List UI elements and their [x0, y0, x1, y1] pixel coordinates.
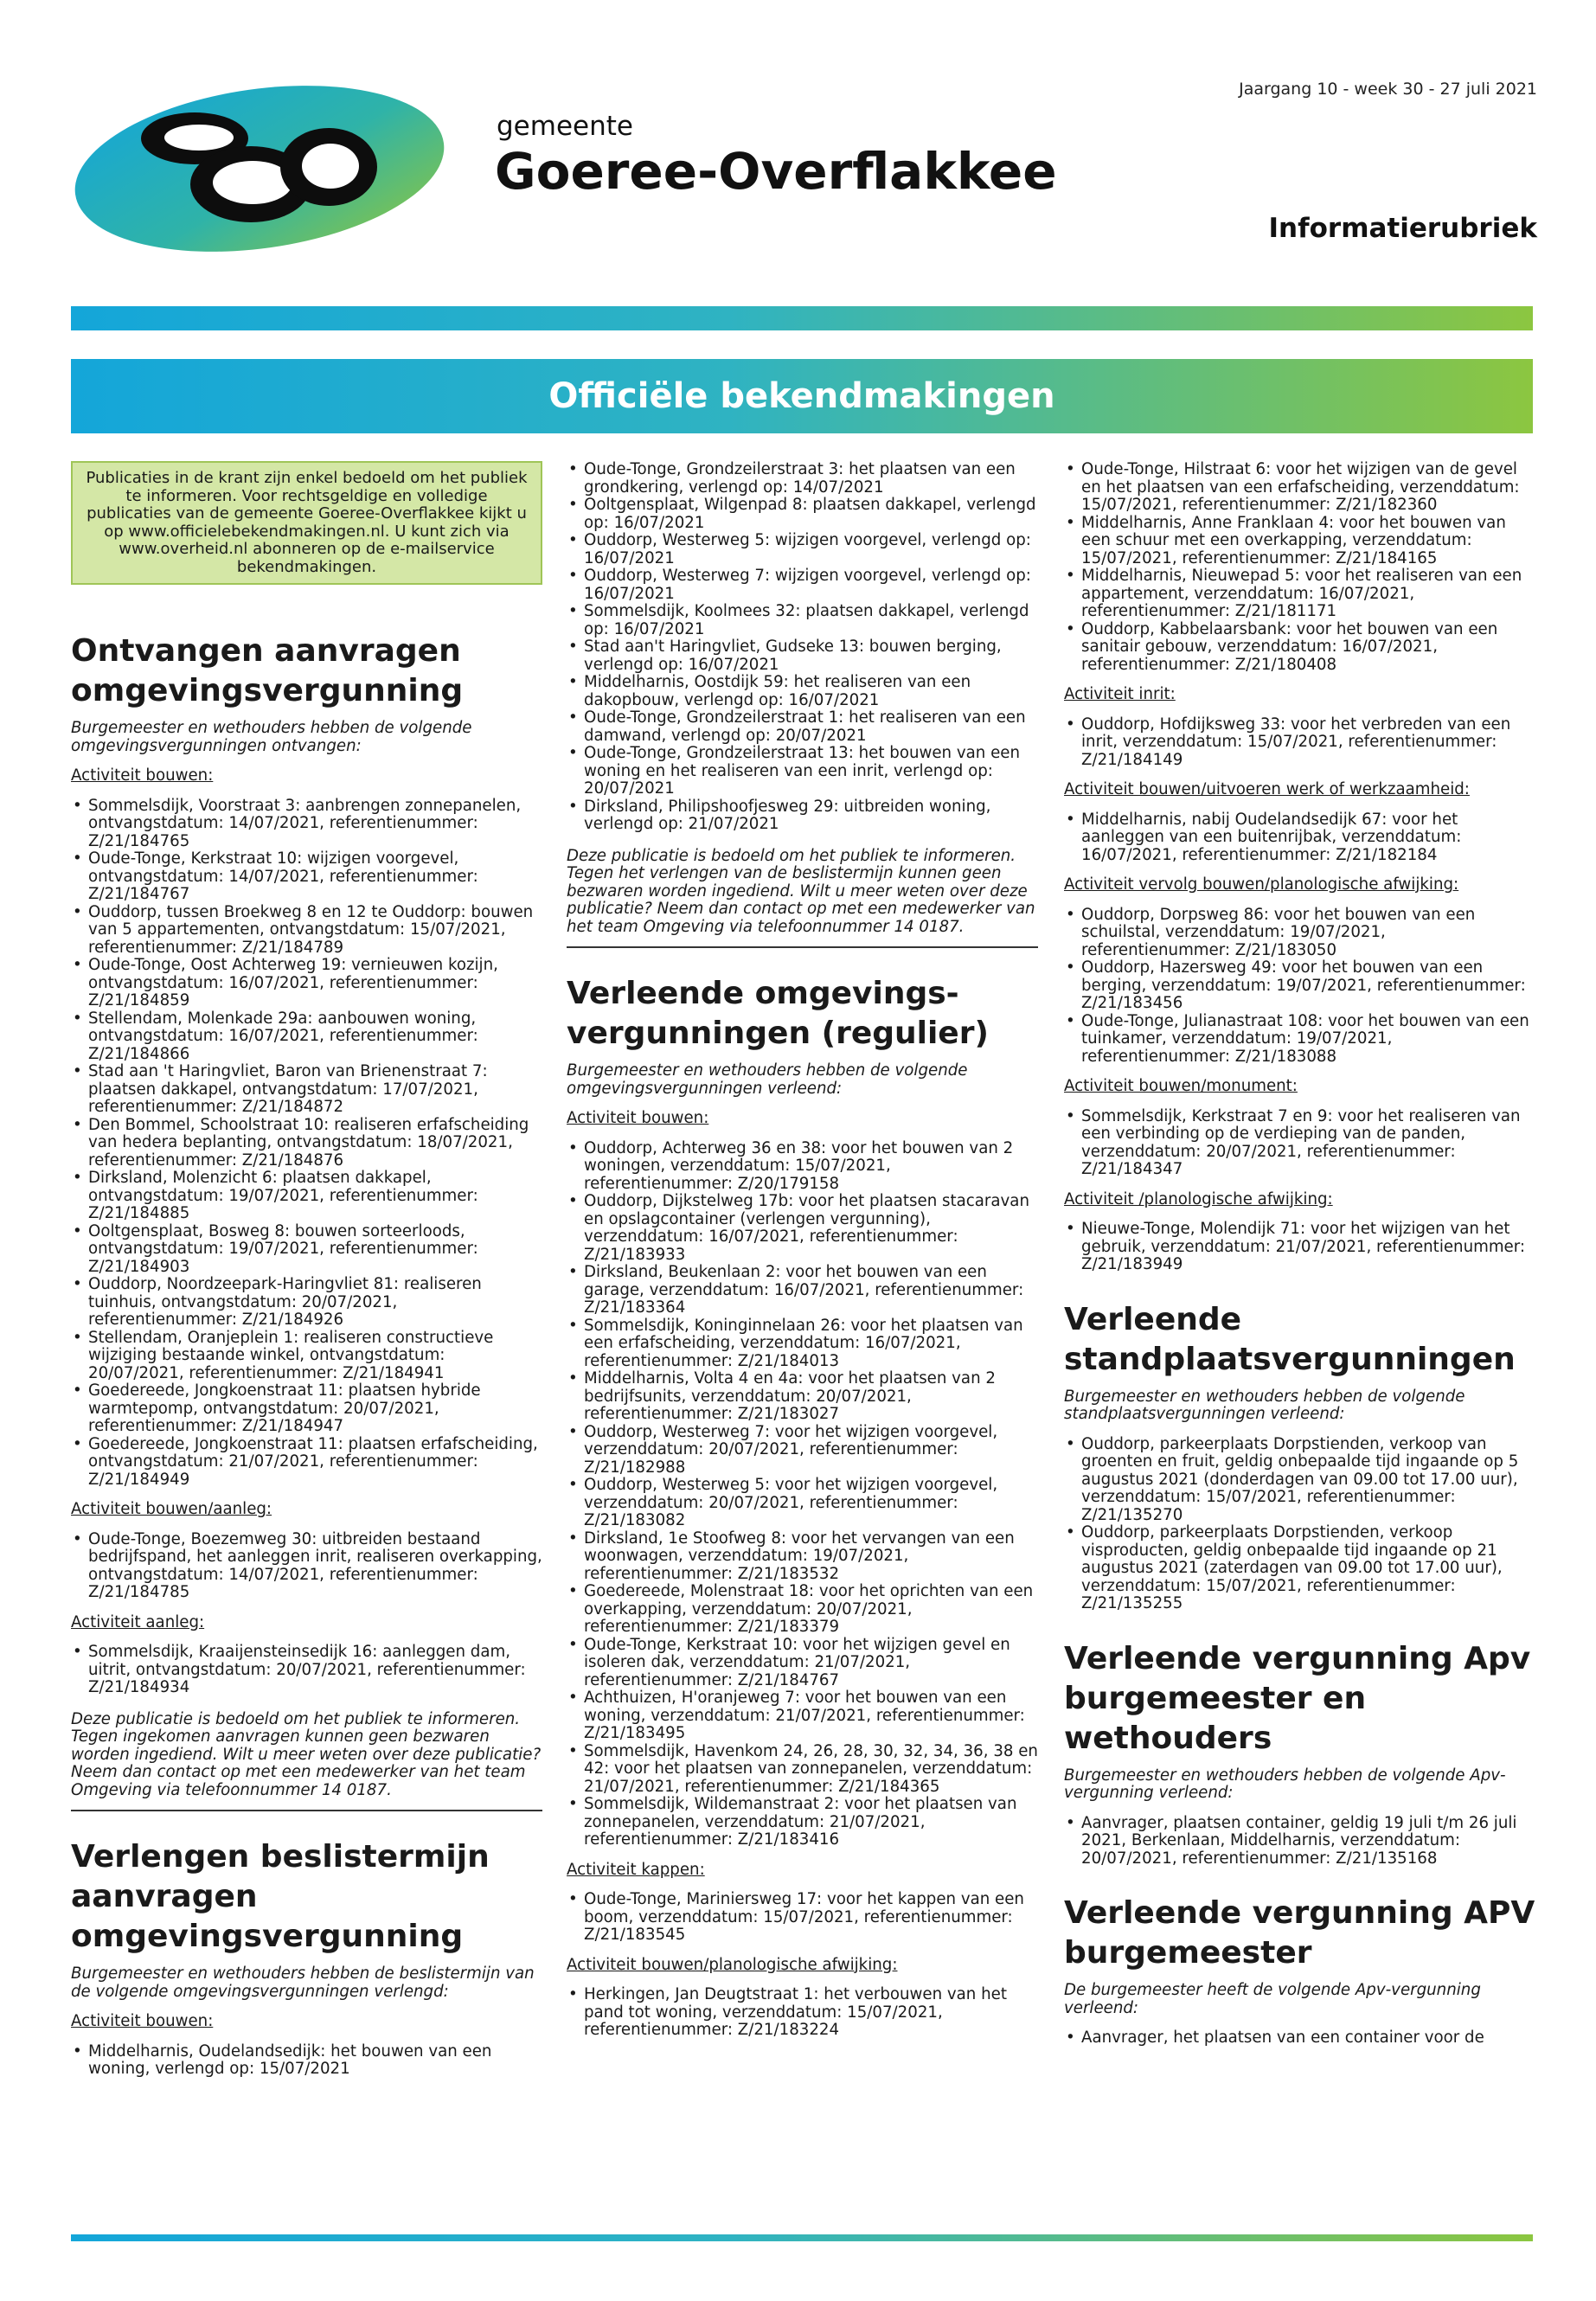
- list-item: • Sommelsdijk, Kraaijensteinsedijk 16: aanleggen dam, uitrit, ontvangstdatum: 20/07/2021, referentienummer: Z/21/184934: [71, 1644, 542, 1697]
- list-item: • Oude-Tonge, Kerkstraat 10: wijzigen voorgevel, ontvangstdatum: 14/07/2021, referentienummer: Z/21/184767: [71, 850, 542, 904]
- list-item: • Goedereede, Jongkoenstraat 11: plaatsen erfafscheiding, ontvangstdatum: 21/07/2021, referentienummer: Z/21/184949: [71, 1436, 542, 1490]
- banner-title: Officiële bekendmakingen: [548, 376, 1055, 416]
- list-item: • Ouddorp, Dorpsweg 86: voor het bouwen van een schuilstal, verzenddatum: 19/07/2021, referentienummer: Z/21/183050: [1064, 907, 1535, 960]
- section-title: Ontvangen aanvragen omgevingsvergunning: [71, 633, 464, 708]
- activity-heading: Activiteit inrit:: [1064, 685, 1176, 703]
- list-item: • Stellendam, Oranjeplein 1: realiseren constructieve wijziging bestaande winkel, ontvangstdatum: 20/07/2021, referentienummer: Z/21/184941: [71, 1330, 542, 1383]
- title-banner: [71, 359, 1533, 433]
- footer-stripe: [71, 2234, 1533, 2241]
- item-list: [1064, 2029, 1535, 2048]
- gemeente-logo: [69, 74, 450, 260]
- list-item: • Ooltgensplaat, Wilgenpad 8: plaatsen dakkapel, verlengd op: 16/07/2021: [567, 497, 1038, 532]
- item-list: [1064, 1108, 1535, 1179]
- item-list: [1064, 907, 1535, 1067]
- list-item: • Oude-Tonge, Oost Achterweg 19: vernieuwen kozijn, ontvangstdatum: 16/07/2021, referentienummer: Z/21/184859: [71, 957, 542, 1010]
- item-list: [1064, 1436, 1535, 1613]
- item-list: [567, 1891, 1038, 1945]
- list-item: • Ouddorp, Westerweg 5: voor het wijzigen voorgevel, verzenddatum: 20/07/2021, referentienummer: Z/21/183082: [567, 1477, 1038, 1530]
- section-intro: Burgemeester en wethouders hebben de volgende Apv-vergunning verleend:: [1064, 1766, 1506, 1802]
- list-item: • Aanvrager, het plaatsen van een container voor de: [1064, 2029, 1535, 2048]
- activity-heading: Activiteit kappen:: [567, 1860, 705, 1879]
- list-item: • Herkingen, Jan Deugtstraat 1: het verbouwen van het pand tot woning, verzenddatum: 15/07/2021, referentienummer: Z/21/183224: [567, 1986, 1038, 2040]
- page-header: [0, 0, 1596, 329]
- item-list: [567, 1986, 1038, 2040]
- section-intro: Burgemeester en wethouders hebben de volgende omgevingsvergunningen verleend:: [567, 1061, 968, 1098]
- list-item: • Dirksland, Philipshoofjesweg 29: uitbreiden woning, verlengd op: 21/07/2021: [567, 798, 1038, 834]
- list-item: • Ouddorp, Westerweg 7: wijzigen voorgevel, verlengd op: 16/07/2021: [567, 567, 1038, 603]
- activity-heading: Activiteit bouwen:: [567, 1109, 709, 1127]
- list-item: • Sommelsdijk, Kerkstraat 7 en 9: voor het realiseren van een verbinding op de verdieping van de panden, verzenddatum: 20/07/2021, referentienummer: Z/21/184347: [1064, 1108, 1535, 1179]
- list-item: • Dirksland, 1e Stoofweg 8: voor het vervangen van een woonwagen, verzenddatum: 19/07/2021, referentienummer: Z/21/183532: [567, 1530, 1038, 1584]
- list-item: • Middelharnis, Nieuwepad 5: voor het realiseren van een appartement, verzenddatum: 16/07/2021, referentienummer: Z/21/181171: [1064, 567, 1535, 621]
- section-divider: [567, 946, 1038, 948]
- list-item: • Oude-Tonge, Grondzeilerstraat 1: het realiseren van een damwand, verlengd op: 20/07/2021: [567, 709, 1038, 745]
- section-title: Verleende vergunning Apv burgemeester en wethouders: [1064, 1640, 1531, 1756]
- list-item: • Middelharnis, Volta 4 en 4a: voor het plaatsen van 2 bedrijfsunits, verzenddatum: 20/07/2021, referentienummer: Z/21/183027: [567, 1370, 1038, 1424]
- list-item: • Sommelsdijk, Wildemanstraat 2: voor het plaatsen van zonnepanelen, verzenddatum: 21/07/2021, referentienummer: Z/21/183416: [567, 1796, 1038, 1849]
- activity-heading: Activiteit bouwen/planologische afwijking:: [567, 1955, 898, 1974]
- activity-heading: Activiteit vervolg bouwen/planologische afwijking:: [1064, 875, 1459, 894]
- list-item: • Ouddorp, parkeerplaats Dorpstienden, verkoop visproducten, geldig onbepaalde tijd ingaande op 21 augustus 2021 (zaterdagen van 09.00 tot 17.00 uur), verzenddatum: 15/07/2021, referentienummer: Z/21/135255: [1064, 1524, 1535, 1613]
- list-item: • Ouddorp, Hofdijksweg 33: voor het verbreden van een inrit, verzenddatum: 15/07/2021, referentienummer: Z/21/184149: [1064, 716, 1535, 770]
- list-item: • Stellendam, Molenkade 29a: aanbouwen woning, ontvangstdatum: 16/07/2021, referentienummer: Z/21/184866: [71, 1010, 542, 1064]
- item-list: [567, 461, 1038, 834]
- column-2: [567, 461, 1038, 2048]
- item-list: [1064, 1221, 1535, 1274]
- list-item: • Ouddorp, Dijkstelweg 17b: voor het plaatsen stacaravan en opslagcontainer (verlengen vergunning), verzenddatum: 16/07/2021, referentienummer: Z/21/183933: [567, 1193, 1038, 1264]
- list-item: • Goedereede, Molenstraat 18: voor het oprichten van een overkapping, verzenddatum: 20/07/2021, referentienummer: Z/21/183379: [567, 1583, 1038, 1637]
- section-intro: Burgemeester en wethouders hebben de volgende omgevingsvergunningen ontvangen:: [71, 719, 472, 755]
- item-list: [1064, 716, 1535, 770]
- list-item: • Den Bommel, Schoolstraat 10: realiseren erfafscheiding van hedera beplanting, ontvangstdatum: 18/07/2021, referentienummer: Z/21/184876: [71, 1117, 542, 1170]
- section-divider: [71, 1810, 542, 1811]
- activity-heading: Activiteit bouwen:: [71, 2012, 214, 2030]
- item-list: [71, 2043, 542, 2079]
- item-list: [1064, 811, 1535, 865]
- list-item: • Stad aan 't Haringvliet, Baron van Brienenstraat 7: plaatsen dakkapel, ontvangstdatum: 17/07/2021, referentienummer: Z/21/184872: [71, 1063, 542, 1117]
- activity-heading: Activiteit /planologische afwijking:: [1064, 1189, 1333, 1208]
- issue-meta: Jaargang 10 - week 30 - 27 juli 2021: [1239, 80, 1537, 99]
- list-item: • Oude-Tonge, Mariniersweg 17: voor het kappen van een boom, verzenddatum: 15/07/2021, referentienummer: Z/21/183545: [567, 1891, 1038, 1945]
- section-title: Verlengen beslistermijn aanvragen omgevingsvergunning: [71, 1839, 490, 1954]
- list-item: • Middelharnis, nabij Oudelandsedijk 67: voor het aanleggen van een buitenrijbak, verzenddatum: 16/07/2021, referentienummer: Z/21/182184: [1064, 811, 1535, 865]
- section-intro: Burgemeester en wethouders hebben de beslistermijn van de volgende omgevingsvergunningen verlengd:: [71, 1965, 535, 2001]
- list-item: • Ouddorp, Westerweg 7: voor het wijzigen voorgevel, verzenddatum: 20/07/2021, referentienummer: Z/21/182988: [567, 1424, 1038, 1477]
- activity-heading: Activiteit aanleg:: [71, 1612, 205, 1631]
- list-item: • Ouddorp, Noordzeepark-Haringvliet 81: realiseren tuinhuis, ontvangstdatum: 20/07/2021, referentienummer: Z/21/184926: [71, 1276, 542, 1330]
- brand-gemeente: gemeente: [497, 111, 633, 142]
- list-item: • Goedereede, Jongkoenstraat 11: plaatsen hybride warmtepomp, ontvangstdatum: 20/07/2021, referentienummer: Z/21/184947: [71, 1382, 542, 1436]
- list-item: • Ouddorp, Westerweg 5: wijzigen voorgevel, verlengd op: 16/07/2021: [567, 532, 1038, 567]
- list-item: • Sommelsdijk, Koninginnelaan 26: voor het plaatsen van een erfafscheiding, verzenddatum: 16/07/2021, referentienummer: Z/21/184013: [567, 1317, 1038, 1371]
- item-list: [71, 798, 542, 1490]
- section-title: Verleende vergunning APV burgemeester: [1064, 1895, 1535, 1971]
- item-list: [71, 1644, 542, 1697]
- item-list: [1064, 461, 1535, 674]
- list-item: • Ouddorp, parkeerplaats Dorpstienden, verkoop van groenten en fruit, geldig onbepaalde tijd ingaande op 5 augustus 2021 (donderdagen van 09.00 tot 17.00 uur), verzenddatum: 15/07/2021, referentienummer: Z/21/135270: [1064, 1436, 1535, 1525]
- section-title: Verleende standplaatsvergunningen: [1064, 1301, 1516, 1377]
- section-label: Informatierubriek: [1268, 213, 1537, 244]
- column-1: [71, 461, 542, 2087]
- activity-heading: Activiteit bouwen/uitvoeren werk of werkzaamheid:: [1064, 780, 1470, 798]
- section-title: Verleende omgevings-vergunningen (regulier): [567, 976, 989, 1051]
- list-item: • Ouddorp, tussen Broekweg 8 en 12 te Ouddorp: bouwen van 5 appartementen, ontvangstdatum: 15/07/2021, referentienummer: Z/21/184789: [71, 904, 542, 958]
- list-item: • Nieuwe-Tonge, Molendijk 71: voor het wijzigen van het gebruik, verzenddatum: 21/07/2021, referentienummer: Z/21/183949: [1064, 1221, 1535, 1274]
- list-item: • Aanvrager, plaatsen container, geldig 19 juli t/m 26 juli 2021, Berkenlaan, Middelharnis, verzenddatum: 20/07/2021, referentienummer: Z/21/135168: [1064, 1815, 1535, 1868]
- list-item: • Sommelsdijk, Havenkom 24, 26, 28, 30, 32, 34, 36, 38 en 42: voor het plaatsen van zonnepanelen, verzenddatum: 21/07/2021, referentienummer: Z/21/184365: [567, 1743, 1038, 1797]
- list-item: • Oude-Tonge, Grondzeilerstraat 3: het plaatsen van een grondkering, verlengd op: 14/07/2021: [567, 461, 1038, 497]
- list-item: • Oude-Tonge, Kerkstraat 10: voor het wijzigen gevel en isoleren dak, verzenddatum: 21/07/2021, referentienummer: Z/21/184767: [567, 1637, 1038, 1690]
- item-list: [71, 1531, 542, 1602]
- item-list: [1064, 1815, 1535, 1868]
- section-outro: Deze publicatie is bedoeld om het publiek te informeren. Tegen ingekomen aanvragen kunnen geen bezwaren worden ingediend. Wilt u meer weten over deze publicatie? Neem dan contact op met een medewerker van het team Omgeving via telefoonnummer 14 0187.: [71, 1709, 542, 1799]
- list-item: • Stad aan't Haringvliet, Gudseke 13: bouwen berging, verlengd op: 16/07/2021: [567, 638, 1038, 674]
- list-item: • Ouddorp, Kabbelaarsbank: voor het bouwen van een sanitair gebouw, verzenddatum: 16/07/2021, referentienummer: Z/21/180408: [1064, 621, 1535, 675]
- section-outro: Deze publicatie is bedoeld om het publiek te informeren. Tegen het verlengen van de beslistermijn kunnen geen bezwaren worden ingediend. Wilt u meer weten over deze publicatie? Neem dan contact op met een medewerker van het team Omgeving via telefoonnummer 14 0187.: [567, 846, 1035, 936]
- header-stripe: [71, 306, 1533, 330]
- list-item: • Ouddorp, Achterweg 36 en 38: voor het bouwen van 2 woningen, verzenddatum: 15/07/2021, referentienummer: Z/20/179158: [567, 1140, 1038, 1194]
- list-item: • Sommelsdijk, Voorstraat 3: aanbrengen zonnepanelen, ontvangstdatum: 14/07/2021, referentienummer: Z/21/184765: [71, 798, 542, 851]
- item-list: [567, 1140, 1038, 1849]
- list-item: • Dirksland, Molenzicht 6: plaatsen dakkapel, ontvangstdatum: 19/07/2021, referentienummer: Z/21/184885: [71, 1170, 542, 1223]
- activity-heading: Activiteit bouwen/monument:: [1064, 1077, 1298, 1095]
- list-item: • Sommelsdijk, Koolmees 32: plaatsen dakkapel, verlengd op: 16/07/2021: [567, 603, 1038, 638]
- column-3: [1064, 461, 1535, 2056]
- list-item: • Middelharnis, Oudelandsedijk: het bouwen van een woning, verlengd op: 15/07/2021: [71, 2043, 542, 2079]
- list-item: • Ooltgensplaat, Bosweg 8: bouwen sorteerloods, ontvangstdatum: 19/07/2021, referentienummer: Z/21/184903: [71, 1223, 542, 1277]
- list-item: • Middelharnis, Anne Franklaan 4: voor het bouwen van een schuur met een overkapping, verzenddatum: 15/07/2021, referentienummer: Z/21/184165: [1064, 515, 1535, 568]
- list-item: • Middelharnis, Oostdijk 59: het realiseren van een dakopbouw, verlengd op: 16/07/2021: [567, 674, 1038, 709]
- activity-heading: Activiteit bouwen:: [71, 766, 214, 785]
- section-intro: De burgemeester heeft de volgende Apv-vergunning verleend:: [1064, 1981, 1481, 2017]
- list-item: • Oude-Tonge, Grondzeilerstraat 13: het bouwen van een woning en het realiseren van een inrit, verlengd op: 20/07/2021: [567, 745, 1038, 798]
- list-item: • Oude-Tonge, Julianastraat 108: voor het bouwen van een tuinkamer, verzenddatum: 19/07/2021, referentienummer: Z/21/183088: [1064, 1013, 1535, 1067]
- list-item: • Oude-Tonge, Boezemweg 30: uitbreiden bestaand bedrijfspand, het aanleggen inrit, realiseren overkapping, ontvangstdatum: 14/07/2021, referentienummer: Z/21/184785: [71, 1531, 542, 1602]
- list-item: • Achthuizen, H'oranjeweg 7: voor het bouwen van een woning, verzenddatum: 21/07/2021, referentienummer: Z/21/183495: [567, 1689, 1038, 1743]
- list-item: • Dirksland, Beukenlaan 2: voor het bouwen van een garage, verzenddatum: 16/07/2021, referentienummer: Z/21/183364: [567, 1264, 1038, 1317]
- list-item: • Ouddorp, Hazersweg 49: voor het bouwen van een berging, verzenddatum: 19/07/2021, referentienummer: Z/21/183456: [1064, 959, 1535, 1013]
- brand-name: Goeree-Overflakkee: [495, 142, 1057, 201]
- section-intro: Burgemeester en wethouders hebben de volgende standplaatsvergunningen verleend:: [1064, 1387, 1465, 1423]
- activity-heading: Activiteit bouwen/aanleg:: [71, 1500, 272, 1518]
- list-item: • Oude-Tonge, Hilstraat 6: voor het wijzigen van de gevel en het plaatsen van een erfafscheiding, verzenddatum: 15/07/2021, referentienummer: Z/21/182360: [1064, 461, 1535, 515]
- notice-box: Publicaties in de krant zijn enkel bedoeld om het publiek te informeren. Voor rechtsgeldige en volledige publicaties van de gemeente Goeree-Overflakkee kijkt u op www.officielebekendmakingen.nl. U kunt zich via www.overheid.nl abonneren op de e-mailservice bekendmakingen.: [71, 461, 542, 585]
